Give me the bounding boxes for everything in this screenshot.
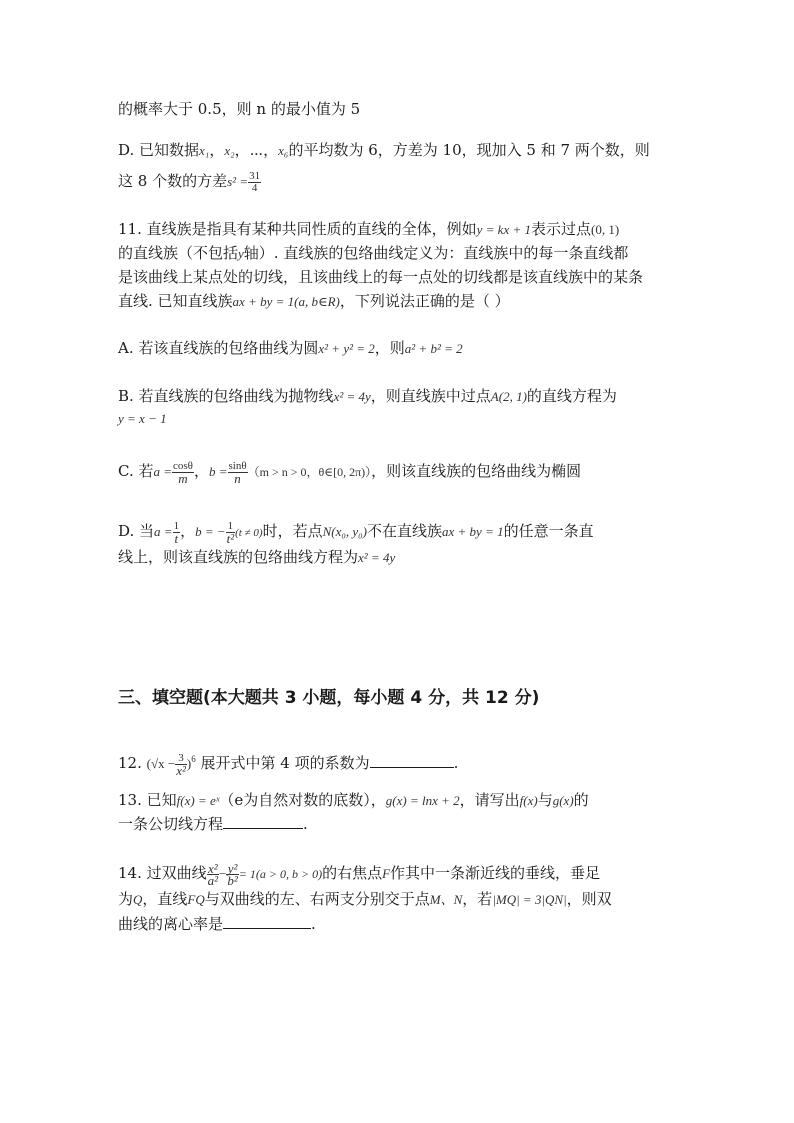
text: 13. 已知 bbox=[118, 791, 177, 809]
text: 表示过点 bbox=[531, 220, 592, 238]
q13-line1 bbox=[118, 789, 589, 812]
denominator: t bbox=[174, 530, 179, 546]
numerator: 1 bbox=[173, 519, 180, 532]
q11-option-b-line1 bbox=[118, 385, 617, 408]
text: 这 8 个数的方差 bbox=[118, 172, 228, 190]
q10-option-d-line1: D. 已知数据x₁，x₂，⋯，x₆的平均数为 6，方差为 10，现加入 5 和 7 两个数，则 bbox=[118, 141, 650, 159]
text: 为 bbox=[118, 890, 134, 908]
text: 与 bbox=[537, 791, 553, 809]
fraction-31-4 bbox=[248, 171, 261, 194]
denominator: m bbox=[178, 470, 188, 486]
q14-line3 bbox=[118, 913, 316, 935]
denominator: t² bbox=[226, 530, 235, 546]
denominator: b² bbox=[227, 872, 238, 888]
answer-blank[interactable] bbox=[370, 753, 454, 768]
option-c-continuation bbox=[118, 98, 360, 120]
q11-option-c bbox=[118, 460, 581, 484]
math-eq: x² = 4y bbox=[333, 389, 371, 404]
numerator: 3 bbox=[175, 753, 187, 765]
math-s2: s² = bbox=[227, 174, 249, 189]
text: 的直线族（不包括 bbox=[118, 244, 239, 262]
q11-line1 bbox=[118, 218, 619, 241]
math-FQ: FQ bbox=[187, 892, 205, 907]
text: ， bbox=[193, 462, 209, 480]
text: 的右焦点 bbox=[322, 864, 383, 882]
math-minus: − bbox=[219, 866, 227, 881]
math-g: g(x) bbox=[552, 793, 574, 808]
numerator: x² bbox=[207, 860, 218, 876]
text: ，则该直线族的包络曲线为椭圆 bbox=[371, 462, 582, 480]
math-x6: x₆ bbox=[278, 143, 289, 158]
text: 14. 过双曲线 bbox=[118, 864, 207, 882]
math-eq: b = bbox=[208, 464, 228, 479]
text: 的 bbox=[573, 791, 589, 809]
math-condition: = 1(a > 0, b > 0) bbox=[238, 867, 323, 881]
answer-blank[interactable] bbox=[223, 914, 311, 929]
math-eq: b = − bbox=[195, 524, 226, 539]
question-number: 12. bbox=[118, 754, 142, 772]
text: ，则直线族中过点 bbox=[370, 387, 491, 405]
q11-option-d-line2 bbox=[118, 546, 395, 569]
text: ，请写出 bbox=[459, 791, 520, 809]
math-x1: x₁ bbox=[199, 143, 210, 158]
text: C. 若 bbox=[118, 462, 154, 480]
text: 作其中一条渐近线的垂线，垂足 bbox=[390, 864, 601, 882]
q11-line2 bbox=[118, 242, 628, 265]
q10-option-d-line2 bbox=[118, 170, 261, 194]
answer-blank[interactable] bbox=[223, 814, 303, 829]
numerator: sinθ bbox=[228, 459, 247, 472]
q12 bbox=[118, 748, 458, 776]
math-condition: (t ≠ 0) bbox=[235, 527, 263, 539]
section-title bbox=[118, 687, 539, 709]
math-MN: M、N bbox=[429, 892, 463, 907]
math-eq: x² = 4y bbox=[358, 550, 396, 565]
math-x2: x₂ bbox=[224, 143, 235, 158]
math-point: (0, 1) bbox=[591, 222, 620, 237]
math-point: N(x₀, y₀) bbox=[322, 524, 367, 539]
math-Q: Q bbox=[133, 892, 143, 907]
text: 的任意一条直 bbox=[503, 522, 594, 540]
text: 11. 直线族是指具有某种共同性质的直线的全体，例如 bbox=[118, 220, 477, 238]
math-eq: a² + b² = 2 bbox=[404, 341, 463, 356]
q13-line2 bbox=[118, 813, 308, 835]
text: ，下列说法正确的是（ ） bbox=[339, 292, 510, 310]
denominator: 4 bbox=[251, 181, 258, 194]
text: 时，若点 bbox=[262, 522, 323, 540]
text: 是该曲线上某点处的切线，且该曲线上的每一点处的切线都是该直线族中的某条 bbox=[118, 268, 644, 286]
math-eq: x² + y² = 2 bbox=[318, 341, 375, 356]
text: B. 若直线族的包络曲线为抛物线 bbox=[118, 387, 334, 405]
text: 与双曲线的左、右两支分别交于点 bbox=[204, 890, 430, 908]
section-heading: 三、填空题(本大题共 3 小题，每小题 4 分，共 12 分) bbox=[118, 688, 540, 708]
math-expr: ) bbox=[186, 756, 192, 771]
text: 轴）. 直线族的包络曲线定义为：直线族中的每一条直线都 bbox=[243, 244, 629, 262]
text: 不在直线族 bbox=[367, 522, 443, 540]
math-expr: (√x − bbox=[146, 756, 176, 771]
text: . bbox=[311, 915, 316, 933]
numerator: cosθ bbox=[173, 459, 193, 472]
text: 的直线方程为 bbox=[526, 387, 617, 405]
text: 直线. 已知直线族 bbox=[118, 292, 233, 310]
text: ，若 bbox=[462, 890, 493, 908]
fraction-1-t2 bbox=[226, 521, 236, 544]
math-f: f(x) bbox=[519, 793, 538, 808]
q11-option-a bbox=[118, 337, 463, 360]
fraction-1-t bbox=[173, 521, 181, 544]
text: 的概率大于 0.5，则 n 的最小值为 5 bbox=[118, 100, 361, 118]
math-eq: y = kx + 1 bbox=[476, 222, 531, 237]
text: （e为自然对数的底数）， bbox=[219, 791, 386, 809]
math-exponent: 6 bbox=[191, 754, 196, 764]
text: ，则双 bbox=[566, 890, 612, 908]
fraction-cos bbox=[172, 461, 194, 484]
q11-line3 bbox=[118, 266, 643, 288]
text: 展开式中第 4 项的系数为 bbox=[200, 754, 370, 772]
math-eq: ax + by = 1(a, b∈R) bbox=[232, 294, 340, 309]
text: ，直线 bbox=[142, 890, 188, 908]
text: D. 已知数据 bbox=[118, 141, 200, 159]
q14-line2 bbox=[118, 888, 612, 911]
fraction-y2-b2 bbox=[226, 860, 238, 888]
text: D. 当 bbox=[118, 522, 155, 540]
text: ， bbox=[180, 522, 196, 540]
text: ，则 bbox=[374, 339, 405, 357]
numerator: y² bbox=[227, 860, 238, 876]
math-eq: f(x) = eˣ bbox=[176, 793, 220, 808]
numerator: 1 bbox=[226, 521, 236, 533]
fraction-3-x2 bbox=[175, 753, 187, 776]
text: . bbox=[303, 815, 308, 833]
text: 曲线的离心率是 bbox=[118, 915, 224, 933]
denominator: x² bbox=[176, 762, 186, 778]
q11-line4 bbox=[118, 290, 510, 313]
math-eq: ax + by = 1 bbox=[442, 524, 504, 539]
q14-line1 bbox=[118, 862, 600, 886]
q11-option-d-line1 bbox=[118, 520, 594, 544]
math-eq: g(x) = lnx + 2 bbox=[385, 793, 460, 808]
text: 的平均数为 6，方差为 10，现加入 5 和 7 两个数，则 bbox=[288, 141, 650, 159]
text: ，⋯， bbox=[234, 141, 279, 159]
fraction-sin bbox=[228, 461, 248, 484]
text: A. 若该直线族的包络曲线为圆 bbox=[118, 339, 319, 357]
math-eq: y = x − 1 bbox=[118, 411, 167, 426]
denominator: a² bbox=[207, 872, 219, 888]
q11-option-b-line2 bbox=[118, 407, 167, 430]
text: 一条公切线方程 bbox=[118, 815, 224, 833]
math-eq: a = bbox=[154, 524, 173, 539]
numerator: 31 bbox=[249, 169, 261, 182]
math-y: y bbox=[238, 246, 244, 261]
math-eq: a = bbox=[153, 464, 173, 479]
text: 线上，则该直线族的包络曲线方程为 bbox=[118, 548, 359, 566]
math-relation: |MQ| = 3|QN| bbox=[492, 892, 567, 907]
text: . bbox=[453, 754, 459, 772]
math-condition: （m > n > 0，θ∈[0, 2π)） bbox=[247, 465, 372, 479]
math-point: A(2, 1) bbox=[490, 389, 527, 404]
fraction-x2-a2 bbox=[207, 860, 219, 888]
denominator: n bbox=[234, 470, 241, 486]
math-F: F bbox=[382, 866, 391, 881]
